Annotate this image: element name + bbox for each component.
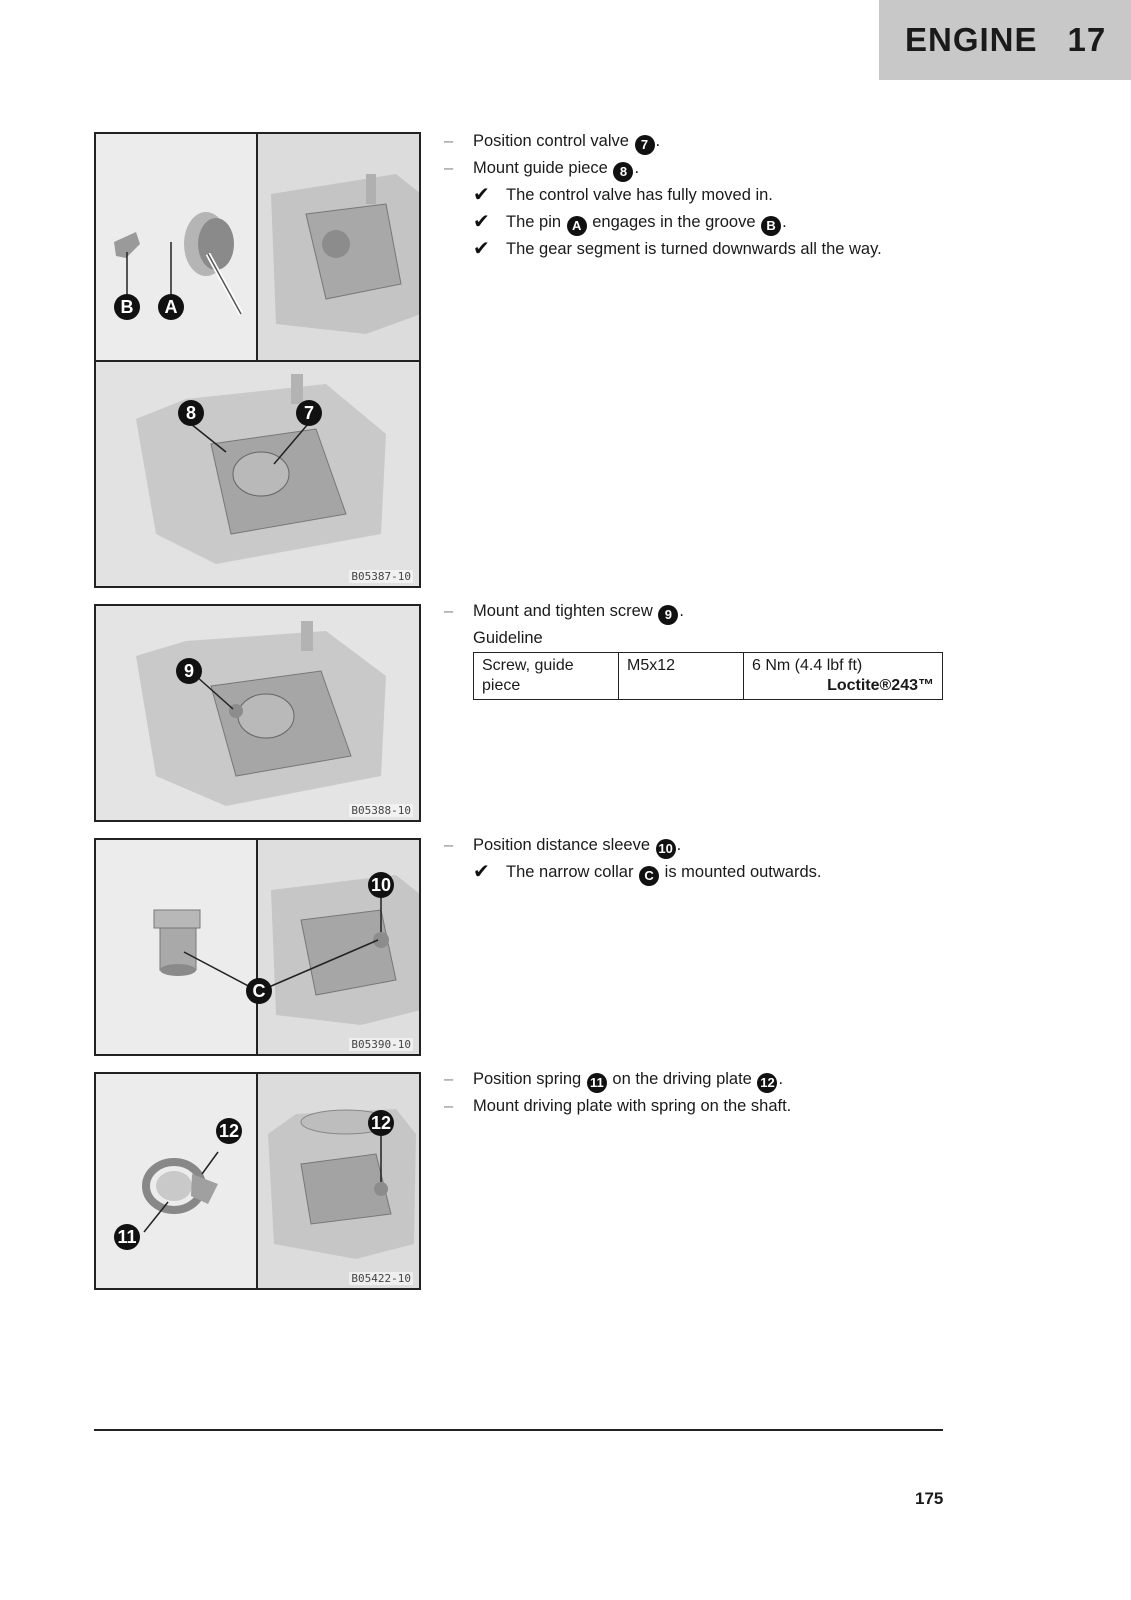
check-narrow-collar: ✔ The narrow collar C is mounted outwards.	[442, 859, 942, 886]
spec-size: M5x12	[619, 653, 744, 700]
figure-code: B05387-10	[351, 570, 411, 583]
ref-9: 9	[658, 605, 678, 625]
spec-torque: 6 Nm (4.4 lbf ft)	[752, 657, 863, 674]
figure-screw-guide-piece	[94, 604, 421, 822]
checkmark-icon: ✔	[473, 211, 490, 233]
figure-spring-driving-plate	[94, 1072, 421, 1290]
guideline-label: Guideline	[473, 629, 543, 647]
footer-divider	[94, 1429, 943, 1431]
chapter-header-tab	[879, 0, 1131, 80]
ref-11: 11	[587, 1073, 607, 1093]
figure-4-illustration	[96, 1074, 421, 1290]
figure-code: B05422-10	[351, 1272, 411, 1285]
ref-10: 10	[656, 839, 676, 859]
step-mount-screw: – Mount and tighten screw 9 .	[442, 598, 942, 625]
torque-spec-table	[473, 652, 943, 700]
callout-9: 9	[176, 658, 202, 684]
ref-b: B	[761, 216, 781, 236]
instructions-block-3	[442, 832, 942, 886]
step-mount-driving-plate: – Mount driving plate with spring on the shaft.	[444, 1097, 792, 1115]
callout-12-left: 12	[216, 1118, 242, 1144]
callout-12-right: 12	[368, 1110, 394, 1136]
figure-code: B05390-10	[351, 1038, 411, 1051]
section-title: ENGINE	[905, 21, 1038, 58]
spec-torque-cell	[744, 653, 943, 700]
checkmark-icon: ✔	[473, 184, 490, 206]
instructions-block-1	[442, 128, 942, 263]
figure-control-valve	[94, 132, 421, 588]
figure-distance-sleeve	[94, 838, 421, 1056]
page-number: 175	[915, 1489, 944, 1508]
callout-7: 7	[296, 400, 322, 426]
spec-part-name: Screw, guide piece	[474, 653, 619, 700]
checkmark-icon: ✔	[473, 238, 490, 260]
ref-c: C	[639, 866, 659, 886]
step-position-spring: – Position spring 11 on the driving plate 12 .	[442, 1066, 942, 1093]
callout-8: 8	[178, 400, 204, 426]
step-position-control-valve: – Position control valve 7 .	[442, 128, 942, 155]
callout-11: 11	[114, 1224, 140, 1250]
figure-2-illustration	[96, 606, 421, 822]
check-pin-engages-groove: ✔ The pin A engages in the groove B .	[442, 209, 942, 236]
ref-12: 12	[757, 1073, 777, 1093]
check-gear-segment-turned: ✔ The gear segment is turned downwards all the way.	[442, 236, 942, 263]
chapter-number: 17	[1067, 21, 1107, 58]
ref-a: A	[567, 216, 587, 236]
callout-a: A	[158, 294, 184, 320]
checkmark-icon: ✔	[473, 861, 490, 883]
ref-7: 7	[635, 135, 655, 155]
callout-10: 10	[368, 872, 394, 898]
table-row	[474, 653, 943, 700]
callout-c: C	[246, 978, 272, 1004]
check-control-valve-moved-in: ✔ The control valve has fully moved in.	[442, 182, 942, 209]
figure-code: B05388-10	[351, 804, 411, 817]
spec-loctite: Loctite®243™	[827, 677, 934, 694]
ref-8: 8	[613, 162, 633, 182]
step-mount-guide-piece: – Mount guide piece 8 .	[442, 155, 942, 182]
step-position-distance-sleeve: – Position distance sleeve 10 .	[442, 832, 942, 859]
instructions-block-2	[442, 598, 942, 700]
instructions-block-4	[442, 1066, 942, 1120]
figure-3-illustration	[96, 840, 421, 1056]
callout-b: B	[114, 294, 140, 320]
